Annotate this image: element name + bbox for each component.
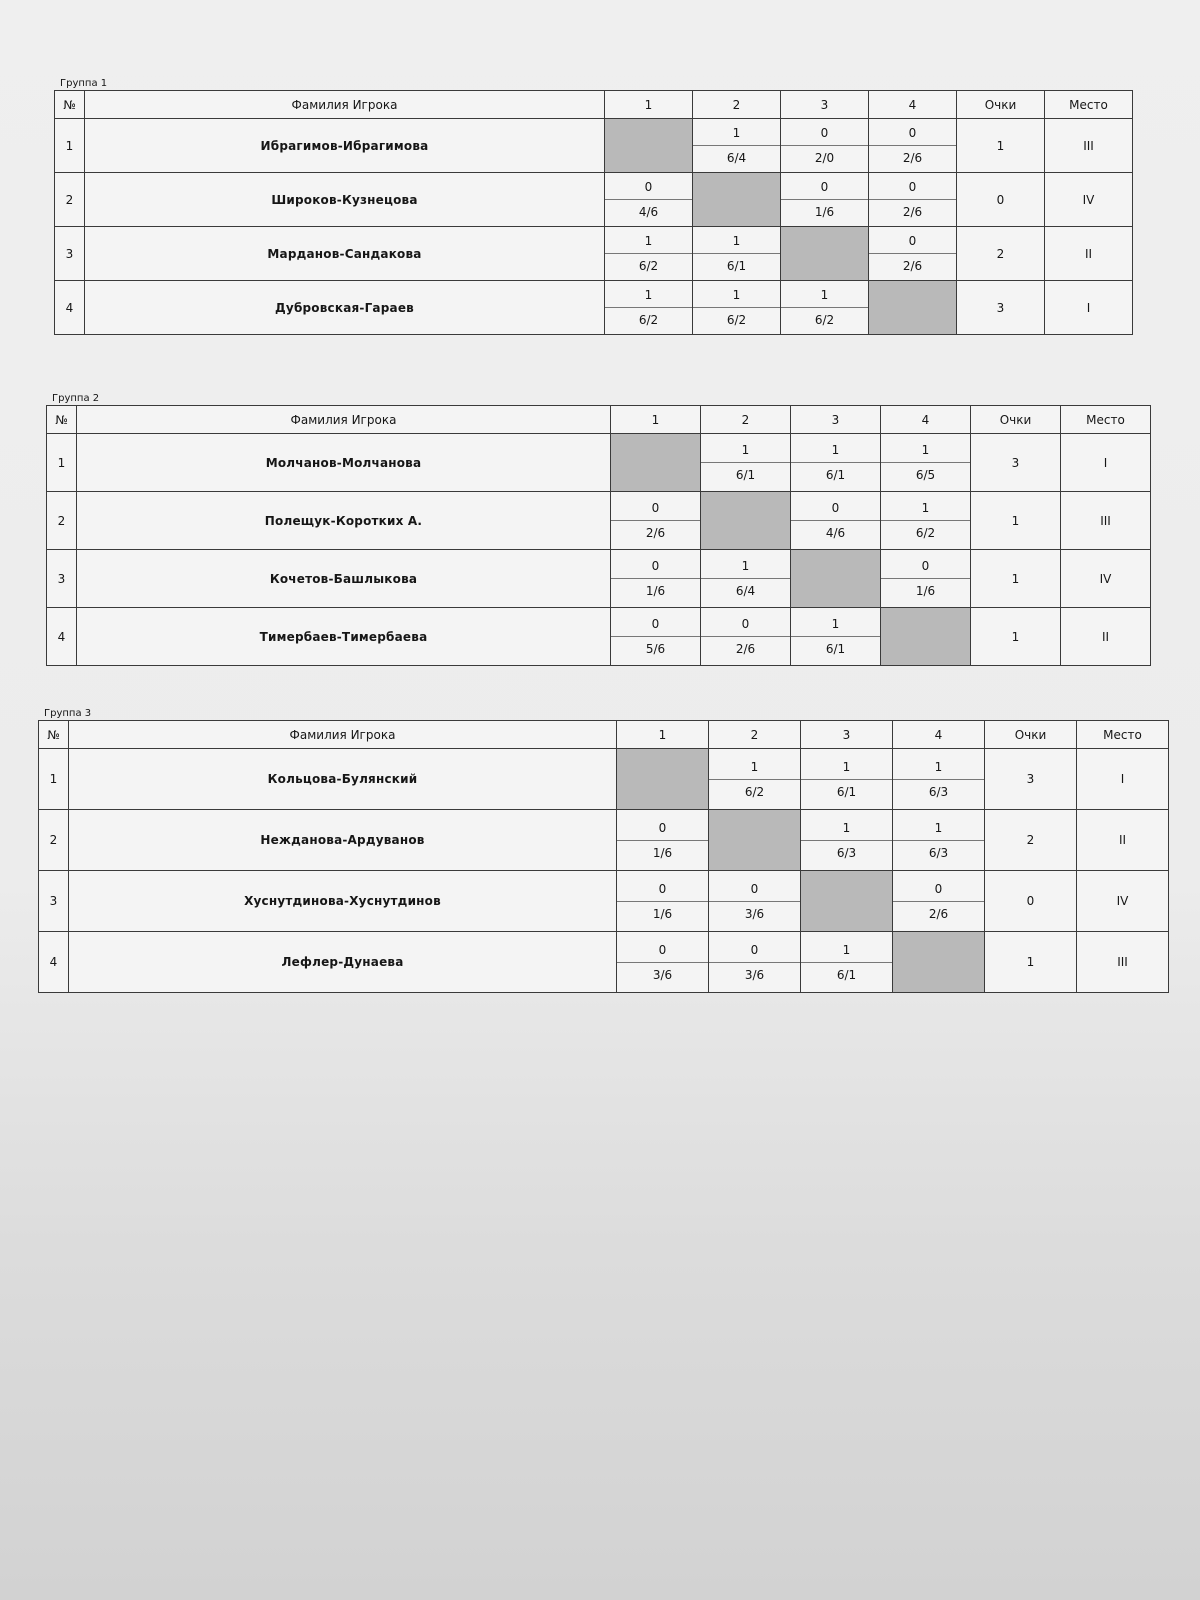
header-number: №	[47, 406, 77, 434]
match-result: 1	[801, 753, 892, 780]
group-title: Группа 2	[52, 393, 100, 404]
match-result: 0	[611, 610, 700, 637]
match-result: 1	[701, 552, 790, 579]
match-result: 0	[605, 173, 692, 200]
row-number: 2	[39, 810, 69, 871]
match-set-score: 6/2	[726, 313, 747, 327]
match-score-cell	[605, 281, 693, 335]
self-match-cell	[693, 173, 781, 227]
header-col-4: 4	[881, 406, 971, 434]
header-col-1: 1	[605, 91, 693, 119]
header-points: Очки	[985, 721, 1077, 749]
self-match-cell	[781, 227, 869, 281]
match-result: 0	[869, 227, 956, 254]
player-name: Тимербаев-Тимербаева	[77, 608, 611, 666]
match-score-cell	[801, 810, 893, 871]
match-result: 1	[881, 436, 970, 463]
match-result: 0	[611, 552, 700, 579]
row-number: 4	[39, 932, 69, 993]
points-cell: 3	[971, 434, 1061, 492]
self-match-cell	[881, 608, 971, 666]
match-result: 1	[801, 814, 892, 841]
match-set-score: 2/0	[814, 151, 835, 165]
table-row	[55, 119, 1133, 173]
match-score-cell	[701, 550, 791, 608]
table-row	[55, 173, 1133, 227]
match-score-cell	[791, 608, 881, 666]
match-set-score: 2/6	[645, 526, 666, 540]
self-match-cell	[701, 492, 791, 550]
points-cell: 1	[971, 492, 1061, 550]
header-col-2: 2	[709, 721, 801, 749]
row-number: 2	[55, 173, 85, 227]
match-set-score: 6/1	[825, 468, 846, 482]
match-set-score: 6/3	[928, 784, 949, 799]
match-score-cell	[881, 550, 971, 608]
place-cell: III	[1077, 932, 1169, 993]
header-name: Фамилия Игрока	[69, 721, 617, 749]
match-score-cell	[693, 227, 781, 281]
match-score-cell	[869, 173, 957, 227]
header-col-2: 2	[701, 406, 791, 434]
points-cell: 3	[957, 281, 1045, 335]
match-result: 0	[617, 814, 708, 841]
group-title: Группа 3	[44, 708, 92, 719]
row-number: 1	[55, 119, 85, 173]
results-table	[38, 720, 1169, 993]
points-cell: 0	[985, 871, 1077, 932]
match-score-cell	[791, 492, 881, 550]
self-match-cell	[617, 749, 709, 810]
match-result: 1	[693, 281, 780, 308]
match-set-score: 1/6	[652, 906, 673, 921]
self-match-cell	[709, 810, 801, 871]
points-cell: 2	[957, 227, 1045, 281]
player-name: Молчанов-Молчанова	[77, 434, 611, 492]
match-score-cell	[893, 871, 985, 932]
header-name: Фамилия Игрока	[77, 406, 611, 434]
place-cell: II	[1045, 227, 1133, 281]
match-set-score: 6/5	[915, 468, 936, 482]
player-name: Ибрагимов-Ибрагимова	[85, 119, 605, 173]
match-score-cell	[781, 281, 869, 335]
match-set-score: 6/1	[825, 642, 846, 656]
match-score-cell	[881, 434, 971, 492]
match-score-cell	[709, 932, 801, 993]
match-score-cell	[605, 227, 693, 281]
table-row	[47, 550, 1151, 608]
header-row	[47, 406, 1151, 434]
header-place: Место	[1077, 721, 1169, 749]
match-set-score: 4/6	[638, 205, 659, 219]
header-number: №	[39, 721, 69, 749]
points-cell: 1	[971, 608, 1061, 666]
results-table	[54, 90, 1133, 335]
match-result: 1	[693, 227, 780, 254]
match-result: 0	[617, 875, 708, 902]
match-result: 0	[869, 173, 956, 200]
match-result: 1	[893, 814, 984, 841]
group-2-table-block	[46, 393, 1151, 666]
self-match-cell	[893, 932, 985, 993]
place-cell: III	[1061, 492, 1151, 550]
player-name: Широков-Кузнецова	[85, 173, 605, 227]
match-score-cell	[617, 871, 709, 932]
match-set-score: 2/6	[902, 151, 923, 165]
header-col-4: 4	[893, 721, 985, 749]
match-score-cell	[617, 810, 709, 871]
place-cell: II	[1061, 608, 1151, 666]
match-score-cell	[611, 608, 701, 666]
match-set-score: 1/6	[814, 205, 835, 219]
header-col-3: 3	[791, 406, 881, 434]
match-result: 1	[693, 119, 780, 146]
table-row	[55, 227, 1133, 281]
match-set-score: 6/1	[726, 259, 747, 273]
match-score-cell	[893, 810, 985, 871]
match-score-cell	[617, 932, 709, 993]
place-cell: IV	[1077, 871, 1169, 932]
header-place: Место	[1061, 406, 1151, 434]
table-row	[55, 281, 1133, 335]
match-score-cell	[881, 492, 971, 550]
self-match-cell	[605, 119, 693, 173]
match-result: 1	[801, 936, 892, 963]
header-row	[55, 91, 1133, 119]
match-score-cell	[693, 119, 781, 173]
match-set-score: 1/6	[915, 584, 936, 598]
match-result: 1	[881, 494, 970, 521]
match-set-score: 6/2	[638, 313, 659, 327]
match-set-score: 3/6	[744, 967, 765, 982]
table-row	[39, 749, 1169, 810]
match-score-cell	[605, 173, 693, 227]
match-result: 1	[605, 227, 692, 254]
match-set-score: 1/6	[645, 584, 666, 598]
table-row	[47, 608, 1151, 666]
place-cell: I	[1077, 749, 1169, 810]
match-result: 0	[781, 119, 868, 146]
match-set-score: 6/4	[735, 584, 756, 598]
row-number: 2	[47, 492, 77, 550]
player-name: Полещук-Коротких А.	[77, 492, 611, 550]
match-result: 1	[605, 281, 692, 308]
match-result: 1	[791, 436, 880, 463]
header-points: Очки	[971, 406, 1061, 434]
match-score-cell	[781, 119, 869, 173]
match-set-score: 1/6	[652, 845, 673, 860]
match-set-score: 6/2	[915, 526, 936, 540]
match-score-cell	[611, 550, 701, 608]
match-result: 0	[709, 875, 800, 902]
match-set-score: 2/6	[902, 259, 923, 273]
player-name: Кочетов-Башлыкова	[77, 550, 611, 608]
group-1-table-block	[54, 78, 1133, 335]
match-set-score: 3/6	[744, 906, 765, 921]
place-cell: IV	[1061, 550, 1151, 608]
header-col-4: 4	[869, 91, 957, 119]
place-cell: I	[1061, 434, 1151, 492]
match-score-cell	[701, 434, 791, 492]
match-score-cell	[709, 749, 801, 810]
match-set-score: 6/1	[836, 784, 857, 799]
match-set-score: 2/6	[928, 906, 949, 921]
points-cell: 1	[985, 932, 1077, 993]
points-cell: 3	[985, 749, 1077, 810]
points-cell: 1	[957, 119, 1045, 173]
table-row	[39, 932, 1169, 993]
match-score-cell	[801, 932, 893, 993]
self-match-cell	[801, 871, 893, 932]
match-result: 0	[611, 494, 700, 521]
self-match-cell	[869, 281, 957, 335]
row-number: 3	[39, 871, 69, 932]
match-set-score: 2/6	[902, 205, 923, 219]
match-set-score: 6/1	[735, 468, 756, 482]
match-set-score: 6/1	[836, 967, 857, 982]
header-points: Очки	[957, 91, 1045, 119]
match-set-score: 6/2	[744, 784, 765, 799]
match-score-cell	[801, 749, 893, 810]
group-3-table-block	[38, 708, 1169, 993]
table-row	[47, 434, 1151, 492]
row-number: 1	[39, 749, 69, 810]
match-set-score: 5/6	[645, 642, 666, 656]
match-result: 0	[893, 875, 984, 902]
match-result: 1	[701, 436, 790, 463]
match-score-cell	[791, 434, 881, 492]
match-result: 1	[893, 753, 984, 780]
header-place: Место	[1045, 91, 1133, 119]
match-score-cell	[709, 871, 801, 932]
header-col-1: 1	[611, 406, 701, 434]
table-row	[47, 492, 1151, 550]
match-score-cell	[893, 749, 985, 810]
self-match-cell	[611, 434, 701, 492]
row-number: 1	[47, 434, 77, 492]
match-score-cell	[611, 492, 701, 550]
match-score-cell	[869, 119, 957, 173]
row-number: 4	[47, 608, 77, 666]
points-cell: 1	[971, 550, 1061, 608]
header-col-3: 3	[801, 721, 893, 749]
player-name: Хуснутдинова-Хуснутдинов	[69, 871, 617, 932]
place-cell: I	[1045, 281, 1133, 335]
match-result: 0	[869, 119, 956, 146]
match-result: 0	[881, 552, 970, 579]
match-result: 0	[701, 610, 790, 637]
match-result: 1	[781, 281, 868, 308]
match-set-score: 2/6	[735, 642, 756, 656]
place-cell: III	[1045, 119, 1133, 173]
match-set-score: 6/3	[836, 845, 857, 860]
player-name: Дубровская-Гараев	[85, 281, 605, 335]
match-set-score: 6/3	[928, 845, 949, 860]
results-table	[46, 405, 1151, 666]
place-cell: IV	[1045, 173, 1133, 227]
match-set-score: 3/6	[652, 967, 673, 982]
match-score-cell	[869, 227, 957, 281]
group-title: Группа 1	[60, 78, 108, 89]
match-result: 0	[791, 494, 880, 521]
header-number: №	[55, 91, 85, 119]
points-cell: 0	[957, 173, 1045, 227]
match-result: 1	[791, 610, 880, 637]
row-number: 3	[47, 550, 77, 608]
header-col-1: 1	[617, 721, 709, 749]
header-name: Фамилия Игрока	[85, 91, 605, 119]
match-result: 1	[709, 753, 800, 780]
header-col-3: 3	[781, 91, 869, 119]
match-set-score: 6/2	[814, 313, 835, 327]
match-result: 0	[709, 936, 800, 963]
player-name: Марданов-Сандакова	[85, 227, 605, 281]
points-cell: 2	[985, 810, 1077, 871]
match-set-score: 4/6	[825, 526, 846, 540]
header-col-2: 2	[693, 91, 781, 119]
player-name: Лефлер-Дунаева	[69, 932, 617, 993]
place-cell: II	[1077, 810, 1169, 871]
table-row	[39, 871, 1169, 932]
match-set-score: 6/2	[638, 259, 659, 273]
player-name: Кольцова-Булянский	[69, 749, 617, 810]
match-score-cell	[781, 173, 869, 227]
table-row	[39, 810, 1169, 871]
match-set-score: 6/4	[726, 151, 747, 165]
player-name: Нежданова-Ардуванов	[69, 810, 617, 871]
row-number: 4	[55, 281, 85, 335]
match-result: 0	[617, 936, 708, 963]
self-match-cell	[791, 550, 881, 608]
row-number: 3	[55, 227, 85, 281]
match-score-cell	[701, 608, 791, 666]
match-result: 0	[781, 173, 868, 200]
header-row	[39, 721, 1169, 749]
match-score-cell	[693, 281, 781, 335]
